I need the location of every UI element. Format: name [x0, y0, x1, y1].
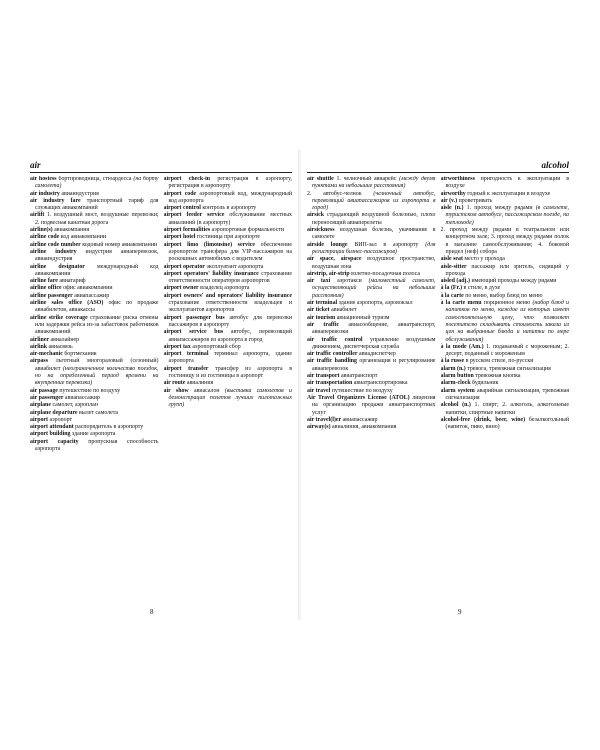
dictionary-entry: [441, 264, 570, 279]
entry-headword: airport control: [163, 205, 201, 212]
entry-definition: аэропортовый сбор: [192, 343, 241, 350]
entry-definition: 1. челночный авиарейс: [336, 176, 397, 182]
dictionary-entry: [30, 234, 159, 241]
dictionary-entry: [441, 191, 570, 198]
entry-definition: бортмеханик: [64, 351, 97, 358]
entry-definition: организация и регулирование авиаперевозок: [312, 358, 436, 372]
entry-definition: эксплуатант аэропорта: [206, 263, 264, 270]
entry-note: (для регистрации бизнес-пассажиров): [312, 241, 436, 255]
entry-headword: airport owner: [163, 285, 199, 292]
entry-headword: alarm-clock: [440, 380, 471, 387]
entry-note: (между двумя пунктами на небольшие расстояния): [312, 176, 436, 190]
dictionary-entry: [30, 402, 159, 409]
entry-definition: взлетно-посадочная полоса: [351, 270, 421, 277]
entry-definition: авиалиния, авиакомпания: [332, 424, 397, 431]
entry-definition: авиасалон: [194, 387, 220, 394]
entry-note: (неограниченное количество поездок, но на определенный период времени на внутренние перевозки): [35, 365, 159, 387]
dictionary-entry: [164, 366, 293, 381]
dictionary-column: [30, 176, 159, 600]
dictionary-entry: [441, 344, 570, 359]
entry-headword: alcohol-free (drink, beer, wine): [440, 416, 526, 423]
entry-note: (в самолете, туристском автобусе, пассажирском поезде, на теплоходе): [445, 205, 569, 226]
entry-definition: авиасвязь: [48, 343, 73, 350]
entry-definition: авиапассажир: [74, 292, 110, 299]
entry-definition: воздушная болезнь, укачивание в самолете: [312, 227, 436, 241]
entry-headword: airsickness: [307, 227, 335, 234]
entry-definition: будильник: [472, 380, 499, 387]
dictionary-entry: [164, 264, 293, 271]
dictionary-entry: [441, 293, 570, 300]
entry-headword: airport passenger bus: [163, 314, 225, 321]
entry-headword: airline strike coverage: [30, 314, 88, 321]
dictionary-entry: [307, 351, 436, 358]
entry-headword: airport attendant: [30, 424, 74, 431]
entry-headword: air tourism: [307, 314, 336, 321]
dictionary-entry: [164, 271, 293, 286]
entry-headword: air industry fare: [30, 197, 81, 204]
entry-definition: тревога, тревожная сигнализация: [467, 365, 551, 372]
entry-headword: air taxi: [307, 278, 331, 285]
dictionary-entry: [30, 315, 159, 337]
entry-definition: офис по продаже авиабилетов, авиакассы: [35, 300, 159, 314]
entry-definition: 2. автобус-челнок: [307, 190, 362, 197]
entry-definition: пропускная способность аэропорта: [35, 438, 159, 452]
entry-definition: путешествие по воздуху: [331, 387, 393, 394]
entry-definition: 2. проход между рядами в театральном или концертном зале; 3. проход между рядами полок в магазине самообслуживания; 4. боковой придел (неф) собора: [440, 227, 569, 255]
dictionary-entry: [441, 417, 570, 432]
entry-definition: 1. воздушный мост, воздушные перевозки; 2. подвесная канатная дорога: [35, 212, 159, 226]
dictionary-entry: [307, 424, 436, 431]
dictionary-column: [441, 176, 570, 600]
entry-definition: воздушное пространство, воздушная зона: [312, 256, 436, 270]
entry-headword: alcohol (n.): [440, 402, 471, 409]
entry-definition: страдающий воздушной болезнью, плохо переносящий авиаперелеты: [312, 212, 436, 226]
entry-headword: airport transfer: [163, 365, 209, 372]
entry-headword: airport tax: [163, 343, 191, 350]
entry-headword: airport building: [30, 431, 71, 438]
entry-definition: авиасообщение, авиатранспорт, авиаперевозки: [312, 321, 436, 336]
running-head: air: [30, 160, 41, 170]
right-page: [307, 160, 569, 600]
entry-headword: airport service bus: [163, 329, 224, 336]
dictionary-entry: [164, 293, 293, 315]
entry-headword: alarm button: [440, 373, 474, 380]
dictionary-entry: [307, 256, 436, 271]
dictionary-entry: [30, 410, 159, 417]
entry-definition: порционное меню: [483, 300, 531, 307]
dictionary-entry: [164, 234, 293, 241]
dictionary-entry: [307, 417, 436, 424]
entry-headword: air hostess: [30, 176, 57, 182]
dictionary-entry: [441, 358, 570, 365]
entry-definition: гостиница при аэропорте: [196, 234, 261, 241]
dictionary-entry: [30, 424, 159, 431]
entry-headword: airport hotel: [163, 234, 196, 241]
entry-headword: airport check-in: [163, 176, 211, 182]
dictionary-entry: [441, 227, 570, 256]
dictionary-column: [307, 176, 436, 600]
entry-definition: вылет самолета: [79, 409, 119, 416]
entry-definition: международный код авиакомпании: [35, 263, 159, 277]
entry-headword: à la mode (Am.): [440, 343, 484, 350]
dictionary-entry: [164, 344, 293, 351]
dictionary-entry: [30, 191, 159, 198]
entry-headword: airport capacity: [30, 438, 79, 445]
entry-headword: airline designator: [30, 263, 85, 270]
dictionary-entry: [307, 191, 436, 213]
entry-definition: имеющий проходы между рядами: [471, 278, 557, 285]
dictionary-entry: [164, 227, 293, 234]
entry-headword: air transport: [307, 373, 340, 380]
entry-headword: airport terminal: [163, 351, 209, 358]
entry-headword: airline office: [30, 285, 62, 292]
entry-definition: безалкогольный (напиток, пиво, вино): [445, 416, 569, 431]
entry-definition: бортпроводница, стюардесса: [58, 176, 132, 182]
dictionary-entry: [30, 227, 159, 234]
entry-headword: air shuttle: [307, 176, 334, 182]
entry-note: (маломестный самолет, осуществляющий рейсы на небольшие расстояния): [312, 278, 436, 299]
entry-headword: airline fare: [30, 278, 58, 285]
entry-definition: транспортный тариф для служащих авиакомпаний: [35, 197, 159, 212]
dictionary-entry: [164, 351, 293, 366]
entry-headword: airline passenger: [30, 292, 73, 299]
dictionary-entry: [30, 337, 159, 344]
entry-headword: airlift: [30, 212, 45, 219]
dictionary-entry: [164, 388, 293, 410]
dictionary-entry: [30, 242, 159, 249]
entry-definition: авиабилет: [331, 307, 357, 314]
entry-headword: airpass: [30, 358, 49, 365]
entry-headword: à la carte menu: [440, 300, 482, 307]
dictionary-entry: [30, 358, 159, 387]
entry-headword: airworthiness: [440, 176, 475, 182]
right-page-columns: [307, 176, 569, 600]
entry-definition: страхование ответственности владельцев и эксплуатантов аэропортов: [168, 300, 292, 314]
entry-definition: авиатранспортировка: [353, 380, 408, 387]
entry-definition: аэропортовые формальности: [211, 227, 285, 234]
entry-definition: аэропорт: [49, 416, 73, 423]
entry-headword: air traffic: [307, 321, 340, 328]
entry-definition: годный к эксплуатации в воздухе: [467, 190, 551, 197]
entry-definition: пассажир или зритель, сидящий у прохода: [445, 263, 569, 277]
dictionary-entry: [441, 300, 570, 344]
entry-headword: airport: [30, 416, 48, 423]
dictionary-entry: [164, 212, 293, 227]
entry-definition: авиатариф: [59, 278, 86, 285]
entry-headword: airworthy: [440, 190, 466, 197]
entry-headword: alarm (n.): [440, 365, 466, 372]
dictionary-entry: [307, 322, 436, 337]
entry-definition: авиационный туризм: [336, 314, 390, 321]
entry-definition: 1. проход между рядами: [466, 205, 533, 212]
entry-definition: трансфер из аэропорта в гостиницу и из гостиницы в аэропорт: [168, 365, 292, 380]
entry-definition: 1. спирт; 2. алкоголь, алкогольные напитки, спиртные напитки: [445, 402, 569, 416]
entry-definition: автобус для перевозки пассажиров в аэропорту: [168, 314, 292, 328]
dictionary-entry: [164, 176, 293, 191]
entry-definition: терминал аэропорта, здание аэропорта: [168, 351, 292, 365]
entry-headword: airport feeder service: [163, 212, 225, 219]
entry-headword: airlink: [30, 343, 48, 350]
dictionary-entry: [164, 315, 293, 330]
entry-definition: контроль в аэропорту: [202, 205, 257, 212]
entry-definition: аэропортовый код, международный код аэропорта: [168, 190, 292, 204]
entry-definition: авиалиния: [186, 380, 214, 387]
entry-headword: airport operator: [163, 263, 205, 270]
entry-headword: air industry: [30, 190, 60, 197]
entry-definition: авиакомпания: [54, 227, 90, 234]
entry-definition: авиапассажир: [342, 416, 378, 423]
entry-headword: airline industry: [30, 248, 77, 255]
entry-headword: aisled (adj.): [440, 278, 470, 285]
entry-headword: à la carte: [440, 292, 464, 299]
entry-headword: air-mechanic: [30, 351, 63, 358]
entry-definition: самолет, аэроплан: [52, 402, 98, 409]
entry-headword: airplane departure: [30, 409, 78, 416]
entry-headword: airside lounge: [307, 241, 348, 248]
entry-headword: Air Travel Organizers License (ATOL): [307, 394, 410, 401]
entry-definition: лицензия на организацию продажи авиатранспортных услуг: [312, 394, 436, 416]
entry-headword: air terminal: [307, 300, 338, 307]
entry-definition: путешествие по воздуху: [59, 387, 121, 394]
entry-definition: в русском стиле, по-русски: [465, 358, 534, 365]
entry-definition: индустрия авиаперевозок, авиаиндустрия: [35, 248, 159, 263]
entry-definition: аэротакси: [337, 278, 362, 285]
dictionary-entry: [30, 212, 159, 227]
entry-definition: льготный многоразовый (сезонный) авиабилет: [35, 358, 159, 372]
entry-definition: по меню, выбор блюд по меню: [465, 292, 543, 299]
dictionary-entry: [30, 388, 159, 395]
dictionary-entry: [164, 242, 293, 264]
entry-definition: автобус, перевозящий авиапассажиров из аэропорта в город: [168, 329, 292, 343]
page-number: 8: [150, 608, 154, 616]
entry-definition: обеспечение аэропортом трансфера для VIP-пассажиров на роскошных автомобилях с водителем: [168, 241, 292, 263]
entry-headword: à la russe: [440, 358, 465, 365]
dictionary-entry: [30, 431, 159, 438]
entry-definition: в стиле, в духе: [463, 285, 501, 292]
entry-headword: air transportation: [307, 380, 353, 387]
entry-headword: air traffic control: [307, 336, 363, 343]
entry-headword: airplane: [30, 402, 51, 409]
dictionary-entry: [441, 285, 570, 292]
dictionary-entry: [441, 380, 570, 387]
dictionary-entry: [307, 388, 436, 395]
header-rule: [307, 172, 569, 173]
entry-definition: кодовый номер авиакомпании: [82, 241, 158, 248]
entry-headword: air (v.): [440, 197, 458, 204]
dictionary-entry: [307, 242, 436, 257]
entry-note: (на борту самолета): [35, 176, 159, 190]
dictionary-entry: [164, 285, 293, 292]
entry-headword: aisle seat: [440, 256, 463, 263]
entry-headword: airway(s): [307, 424, 331, 431]
entry-headword: air space, airspace: [307, 256, 362, 263]
entry-headword: airline code number: [30, 241, 81, 248]
entry-note: (челночный автобус, перевозящий авиапассажиров из аэропорта в город): [312, 190, 436, 212]
dictionary-entry: [441, 366, 570, 373]
dictionary-entry: [30, 300, 159, 315]
entry-definition: код авиакомпании: [60, 234, 107, 241]
entry-definition: распорядитель в аэропорту: [75, 424, 144, 431]
dictionary-entry: [30, 439, 159, 454]
dictionary-entry: [307, 278, 436, 300]
entry-headword: aisle (n.): [440, 205, 464, 212]
entry-headword: air travel(l)er: [307, 416, 342, 423]
dictionary-entry: [307, 307, 436, 314]
dictionary-entry: [307, 395, 436, 417]
entry-definition: тревожная кнопка: [475, 373, 521, 380]
entry-headword: air traffic controller: [307, 351, 358, 358]
entry-definition: управление воздушным движением, диспетчерская служба: [312, 336, 436, 350]
header-rule: [30, 172, 292, 173]
entry-headword: airstrip, air-strip: [307, 270, 350, 277]
dictionary-entry: [441, 256, 570, 263]
entry-note: (выставка самолетов и демонстрация полетов лучших пилотажных групп): [168, 387, 292, 409]
entry-definition: место у прохода: [464, 256, 505, 263]
entry-headword: airline code: [30, 234, 60, 241]
dictionary-entry: [441, 176, 570, 191]
dictionary-entry: [307, 373, 436, 380]
dictionary-column: [164, 176, 293, 600]
entry-headword: airline sales office (ASO): [30, 300, 104, 307]
entry-headword: alarm system: [440, 387, 475, 394]
dictionary-entry: [30, 176, 159, 191]
entry-headword: airport code: [163, 190, 197, 197]
dictionary-entry: [30, 417, 159, 424]
entry-headword: air passage: [30, 387, 58, 394]
entry-headword: à la (Fr.): [440, 285, 463, 292]
entry-definition: владелец аэропорта: [200, 285, 250, 292]
entry-headword: air travel: [307, 387, 331, 394]
entry-headword: air traffic handling: [307, 358, 357, 365]
entry-definition: авиатранспорт: [340, 373, 378, 380]
dictionary-entry: [307, 212, 436, 227]
dictionary-entry: [307, 315, 436, 322]
dictionary-entry: [30, 293, 159, 300]
entry-definition: проветривать: [458, 197, 493, 204]
entry-headword: air show: [163, 387, 189, 394]
left-page: [30, 160, 292, 600]
dictionary-entry: [164, 380, 293, 387]
entry-definition: авиаиндустрия: [61, 190, 99, 197]
entry-definition: 1. подаваемый с мороженым; 2. десерт, поданный с мороженым: [445, 343, 569, 358]
entry-definition: здание аэропорта: [71, 431, 116, 438]
dictionary-entry: [441, 388, 570, 403]
dictionary-entry: [30, 198, 159, 213]
page-number: 9: [458, 608, 462, 616]
dictionary-entry: [307, 176, 436, 191]
dictionary-entry: [30, 249, 159, 264]
dictionary-entry: [30, 395, 159, 402]
entry-definition: страхование риска отмены или задержки рейса из-за забастовок работников авиакомпаний: [35, 314, 159, 336]
dictionary-entry: [164, 191, 293, 206]
entry-headword: airport operators' liability insurance: [163, 270, 259, 277]
entry-definition: ВИП-зал в аэропорту: [354, 241, 419, 248]
dictionary-entry: [307, 227, 436, 242]
entry-definition: офис авиакомпании: [63, 285, 113, 292]
left-page-columns: [30, 176, 292, 600]
entry-definition: авиалайнер: [50, 336, 80, 343]
dictionary-entry: [307, 337, 436, 352]
running-head: alcohol: [541, 160, 569, 170]
dictionary-entry: [441, 402, 570, 417]
dictionary-entry: [30, 264, 159, 279]
entry-definition: авиапассажир: [64, 394, 100, 401]
dictionary-entry: [30, 285, 159, 292]
dictionary-entry: [441, 205, 570, 227]
entry-headword: airport limo (limousine) service: [163, 241, 255, 248]
entry-note: (набор блюд и напитков по меню, каждое из которых имеет самостоятельную цену, что позволяет посетителю складывать стоимость заказа из цен на выбранные блюда и напитки по мере обслуживания): [445, 300, 569, 343]
entry-headword: airport formalities: [163, 227, 211, 234]
dictionary-entry: [164, 329, 293, 344]
entry-definition: страхование ответственности операторов аэропортов: [168, 270, 292, 285]
entry-definition: аварийная сигнализация, тревожная сигнализация: [445, 387, 569, 401]
entry-headword: airline(s): [30, 227, 53, 234]
book-gutter: [298, 150, 302, 620]
entry-definition: обслуживание местных авиалиний (в аэропорту): [168, 212, 292, 226]
entry-definition: регистрация в аэропорту, регистрация в аэропорту: [168, 176, 292, 190]
dictionary-entry: [307, 358, 436, 373]
entry-headword: airliner: [30, 336, 49, 343]
entry-headword: air route: [163, 380, 186, 387]
entry-headword: air ticket: [307, 307, 330, 314]
entry-headword: air passenger: [30, 394, 64, 401]
dictionary-entry: [307, 380, 436, 387]
entry-headword: aisle-sitter: [440, 263, 467, 270]
entry-headword: airport owners' and operators' liability insurance: [163, 292, 292, 299]
entry-headword: airsick: [307, 212, 325, 219]
entry-definition: пригодность к эксплуатации в воздухе: [445, 176, 569, 190]
entry-definition: здание аэропорта, аэровокзал: [338, 300, 413, 307]
entry-definition: авиадиспетчер: [358, 351, 396, 358]
